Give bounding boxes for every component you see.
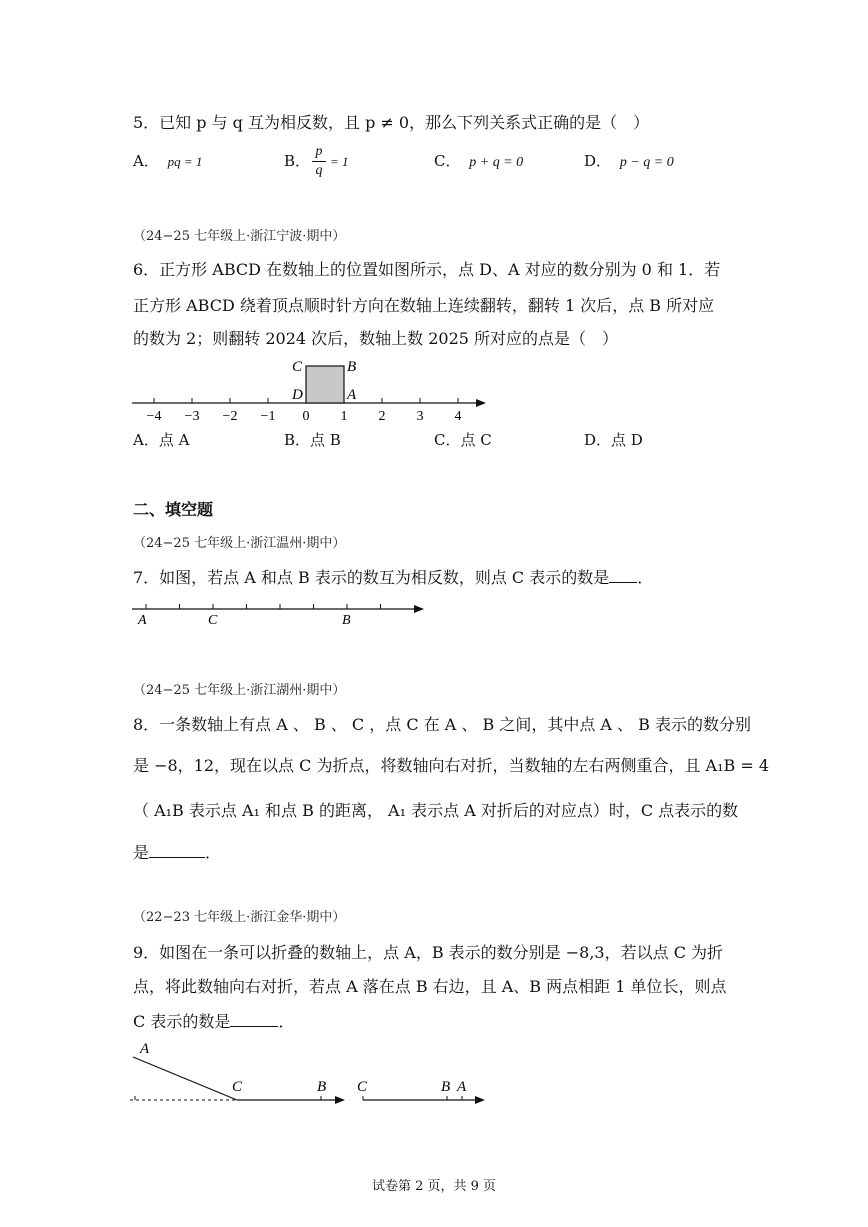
q6-tick-label-2: −2 (222, 409, 238, 424)
q8-source: （24−25 七年级上·浙江湖州·期中） (133, 683, 346, 698)
q8-line-3: （ A₁B 表示点 A₁ 和点 B 的距离， A₁ 表示点 A 对折后的对应点）时，C 点表示的数 (133, 801, 739, 820)
q9-folded-number-line-figure (125, 1037, 495, 1109)
q6-option-a-text: 点 A (158, 431, 190, 449)
q6-square-abcd (306, 366, 344, 403)
q9-right-label-a: A (457, 1079, 467, 1095)
q9-right-label-c: C (357, 1079, 368, 1095)
q9-line-3 (133, 1014, 294, 1030)
q6-tick-label-7: 3 (416, 409, 424, 424)
q6-tick-label-5: 1 (340, 409, 348, 424)
q5-option-d-expr: p − q = 0 (619, 155, 674, 170)
q9-right-axis-arrow (475, 1096, 485, 1104)
q6-option-d (584, 433, 643, 448)
q9-line-3-end: ． (278, 1012, 295, 1031)
q6-option-b-label: B． (284, 431, 311, 449)
q6-tick-label-4: 0 (302, 409, 310, 424)
q6-corner-b: B (347, 359, 357, 375)
q6-line-2: 正方形 ABCD 绕着顶点顺时针方向在数轴上连续翻转，翻转 1 次后，点 B 所对应 (133, 296, 715, 315)
q6-option-c (434, 433, 492, 448)
q6-option-c-text: 点 C (460, 431, 492, 449)
q5-option-c (434, 154, 523, 170)
q7-stem-end: ． (637, 568, 654, 587)
q8-line-4-text: 是 (133, 843, 150, 862)
q5-option-c-label: C． (434, 152, 461, 170)
q9-right-label-b: B (441, 1079, 451, 1095)
q6-line-3: 的数为 2；则翻转 2024 次后，数轴上数 2025 所对应的点是（ ） (133, 329, 619, 348)
q9-line-2: 点，将此数轴向右对折，若点 A 落在点 B 右边，且 A、B 两点相距 1 单位长，则点 (133, 977, 727, 996)
q9-left-label-a: A (140, 1041, 150, 1057)
q5-option-a-expr: pq = 1 (167, 154, 203, 169)
q5-option-a (133, 154, 202, 169)
q6-option-c-label: C． (434, 431, 461, 449)
q8-line-1: 8．一条数轴上有点 A 、 B 、 C ，点 C 在 A 、 B 之间，其中点 A 、 B 表示的数分别 (133, 715, 751, 734)
q6-number-line-figure (128, 352, 498, 427)
q5-option-b-denominator: q (315, 163, 323, 178)
q6-axis-arrow (476, 399, 486, 407)
q6-option-d-label: D． (584, 431, 612, 449)
q8-line-2: 是 −8，12，现在以点 C 为折点，将数轴向右对折，当数轴的左右两侧重合，且 A₁B = 4 (133, 756, 770, 775)
q6-tick-label-6: 2 (378, 409, 386, 424)
q5-option-b-numerator: p (315, 144, 323, 159)
q6-option-a (133, 433, 189, 448)
q9-left-label-c: C (232, 1079, 243, 1095)
q6-corner-a: A (347, 387, 357, 403)
q6-tick-label-8: 4 (454, 409, 462, 424)
q5-option-b-tail: = 1 (330, 154, 349, 169)
q5-option-d (584, 154, 674, 170)
q5-option-b-label: B． (284, 152, 311, 170)
q6-corner-d: D (292, 387, 303, 403)
page-footer: 试卷第 2 页，共 9 页 (371, 1179, 497, 1194)
q6-option-b (284, 433, 341, 448)
q6-tick-label-3: −1 (260, 409, 276, 424)
q7-label-a: A (138, 613, 147, 628)
q5-stem: 5．已知 p 与 q 互为相反数，且 p ≠ 0，那么下列关系式正确的是（ ） (133, 113, 650, 132)
q6-tick-label-1: −3 (184, 409, 200, 424)
q5-option-c-expr: p + q = 0 (469, 155, 524, 170)
q7-label-b: B (342, 613, 351, 628)
q6-corner-c: C (292, 359, 303, 375)
q9-answer-blank[interactable] (230, 1026, 278, 1027)
q5-option-b-fraction-bar (312, 161, 326, 162)
q6-option-d-text: 点 D (611, 431, 643, 449)
q8-answer-blank[interactable] (149, 857, 205, 858)
q9-line-3-text: C 表示的数是 (133, 1012, 231, 1031)
q5-option-a-label: A． (133, 152, 159, 170)
q6-option-a-label: A． (133, 431, 159, 449)
q9-source: （22−23 七年级上·浙江金华·期中） (133, 910, 346, 925)
q7-answer-blank[interactable] (609, 582, 637, 583)
q7-stem-text: 7．如图，若点 A 和点 B 表示的数互为相反数，则点 C 表示的数是 (133, 568, 610, 587)
q6-tick-label-0: −4 (146, 409, 162, 424)
q7-label-c: C (208, 613, 218, 628)
q7-number-line-figure (128, 598, 428, 630)
q9-left-label-b: B (317, 1079, 327, 1095)
q6-source: （24−25 七年级上·浙江宁波·期中） (133, 229, 346, 244)
q5-option-d-label: D． (584, 152, 612, 170)
section-title-fill-in: 二、填空题 (133, 500, 214, 519)
q7-source: （24−25 七年级上·浙江温州·期中） (133, 536, 346, 551)
q7-axis-arrow (414, 605, 424, 613)
q8-line-4 (133, 845, 221, 861)
q7-stem (133, 570, 653, 586)
q6-option-b-text: 点 B (310, 431, 341, 449)
q9-folded-segment (133, 1057, 237, 1100)
q9-line-1: 9．如图在一条可以折叠的数轴上，点 A，B 表示的数分别是 −8,3，若以点 C 为折 (133, 943, 724, 962)
q6-line-1: 6．正方形 ABCD 在数轴上的位置如图所示，点 D、A 对应的数分别为 0 和 1．若 (133, 260, 721, 279)
q8-line-4-end: ． (205, 843, 222, 862)
q9-left-axis-arrow (335, 1096, 345, 1104)
